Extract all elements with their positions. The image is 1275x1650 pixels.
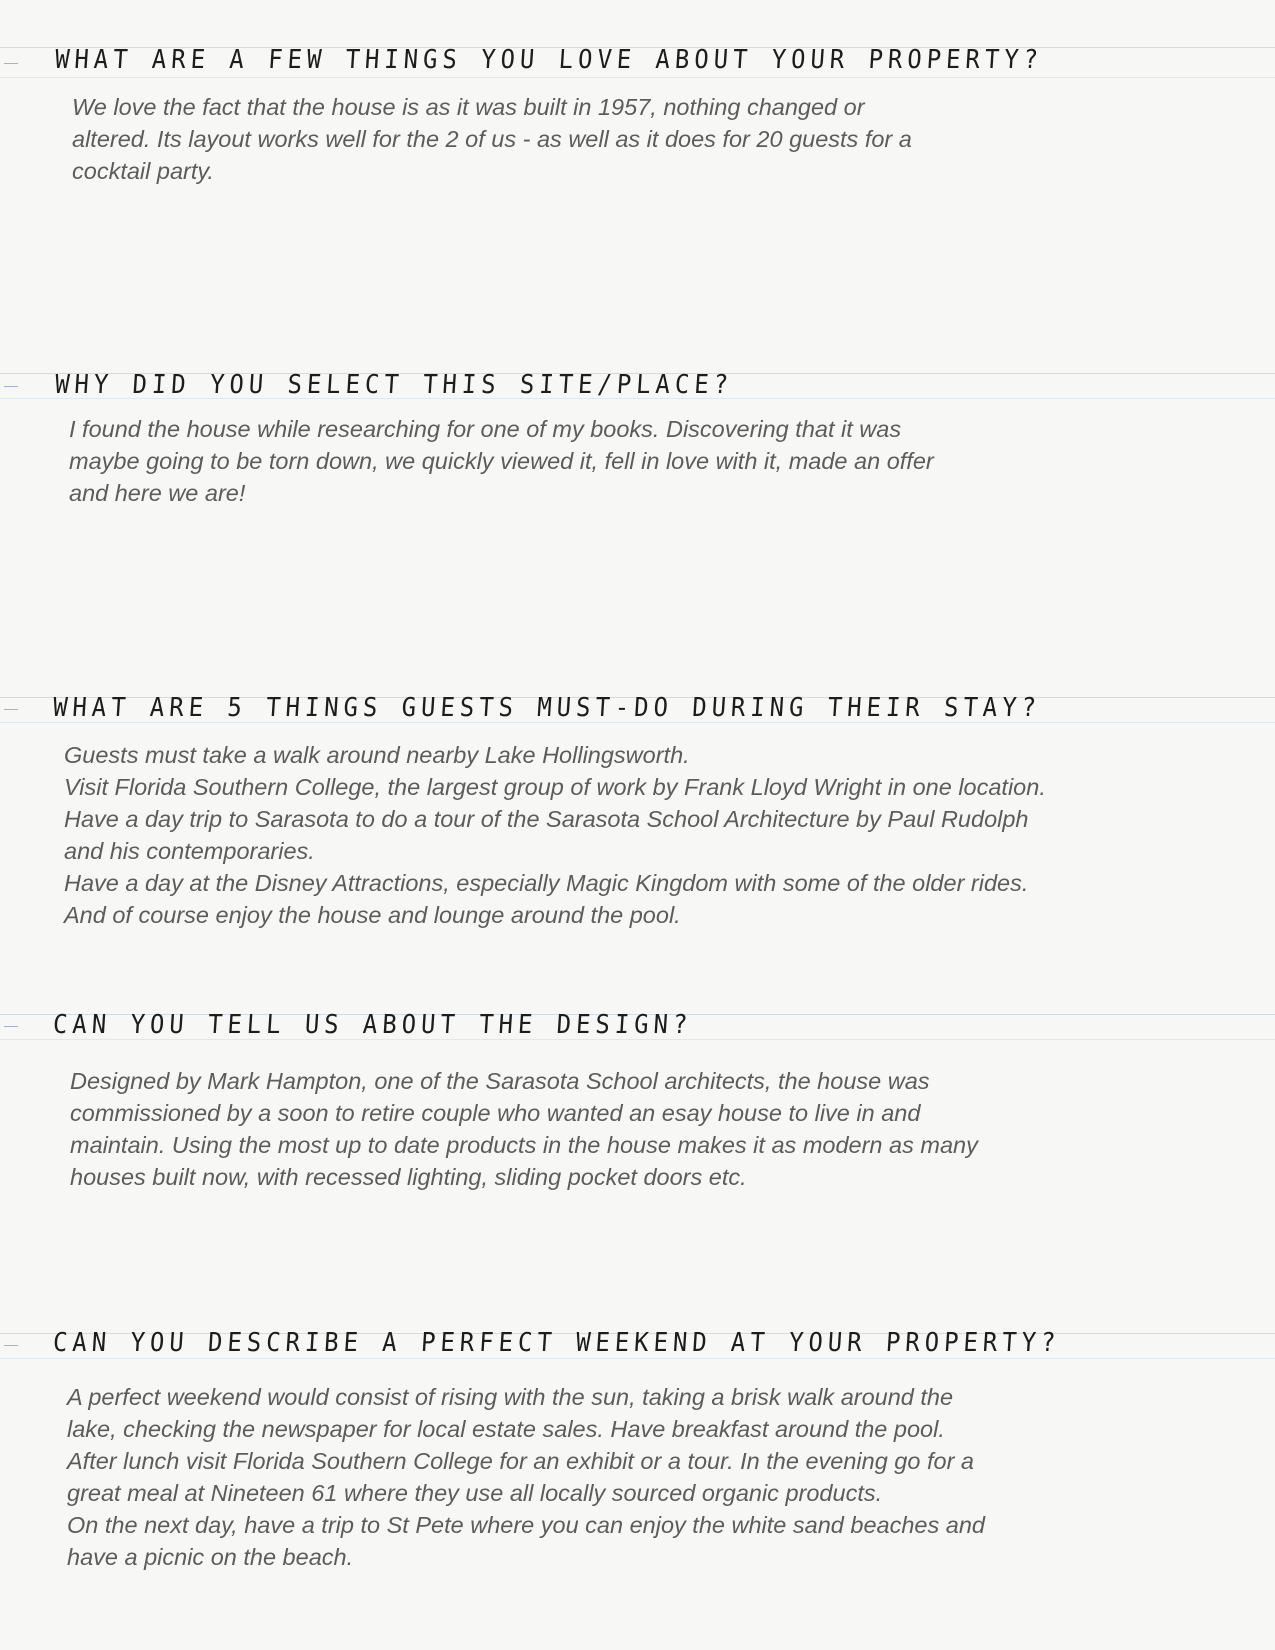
ruled-line: [0, 1358, 1275, 1359]
margin-tick: [4, 1026, 18, 1027]
ruled-line: [0, 77, 1275, 78]
answer-line: And of course enjoy the house and lounge around the pool.: [64, 902, 681, 928]
margin-tick: [4, 709, 18, 710]
answer-line: I found the house while researching for one of my books. Discovering that it was: [69, 416, 902, 442]
answer-line: Visit Florida Southern College, the largest group of work by Frank Lloyd Wright in one location.: [64, 774, 1046, 800]
answer-line: commissioned by a soon to retire couple who wanted an esay house to live in and: [70, 1100, 921, 1126]
margin-tick: [4, 1345, 18, 1346]
answer-line: Designed by Mark Hampton, one of the Sarasota School architects, the house was: [70, 1068, 930, 1094]
answer-text: [64, 739, 1046, 931]
answer-line: A perfect weekend would consist of rising with the sun, taking a brisk walk around the: [67, 1384, 954, 1410]
answer-line: lake, checking the newspaper for local estate sales. Have breakfast around the pool.: [67, 1416, 945, 1442]
answer-line: houses built now, with recessed lighting, sliding pocket doors etc.: [70, 1164, 747, 1190]
answer-text: [67, 1381, 985, 1573]
answer-line: Have a day at the Disney Attractions, especially Magic Kingdom with some of the older rides.: [64, 870, 1029, 896]
question-heading: CAN YOU TELL US ABOUT THE DESIGN?: [52, 1010, 694, 1040]
question-heading: WHAT ARE 5 THINGS GUESTS MUST-DO DURING THEIR STAY?: [52, 693, 1042, 723]
answer-line: We love the fact that the house is as it was built in 1957, nothing changed or: [72, 94, 865, 120]
answer-text: [69, 413, 934, 509]
answer-line: Have a day trip to Sarasota to do a tour of the Sarasota School Architecture by Paul Rudolph: [64, 806, 1029, 832]
answer-text: [70, 1065, 978, 1193]
question-heading: WHY DID YOU SELECT THIS SITE/PLACE?: [54, 370, 734, 400]
answer-line: maybe going to be torn down, we quickly viewed it, fell in love with it, made an offer: [69, 448, 934, 474]
answer-line: great meal at Nineteen 61 where they use all locally sourced organic products.: [67, 1480, 883, 1506]
question-heading: WHAT ARE A FEW THINGS YOU LOVE ABOUT YOUR PROPERTY?: [54, 45, 1044, 75]
answer-line: On the next day, have a trip to St Pete where you can enjoy the white sand beaches and: [67, 1512, 985, 1538]
answer-line: and his contemporaries.: [64, 838, 315, 864]
answer-line: and here we are!: [69, 480, 246, 506]
answer-line: cocktail party.: [72, 158, 214, 184]
answer-line: maintain. Using the most up to date products in the house makes it as modern as many: [70, 1132, 978, 1158]
answer-line: have a picnic on the beach.: [67, 1544, 354, 1570]
margin-tick: [4, 386, 18, 387]
answer-line: After lunch visit Florida Southern College for an exhibit or a tour. In the evening go for a: [67, 1448, 974, 1474]
answer-text: [72, 91, 912, 187]
answer-line: altered. Its layout works well for the 2 of us - as well as it does for 20 guests for a: [72, 126, 912, 152]
answer-line: Guests must take a walk around nearby Lake Hollingsworth.: [64, 742, 690, 768]
margin-tick: [4, 63, 18, 64]
question-heading: CAN YOU DESCRIBE A PERFECT WEEKEND AT YOUR PROPERTY?: [52, 1328, 1062, 1358]
